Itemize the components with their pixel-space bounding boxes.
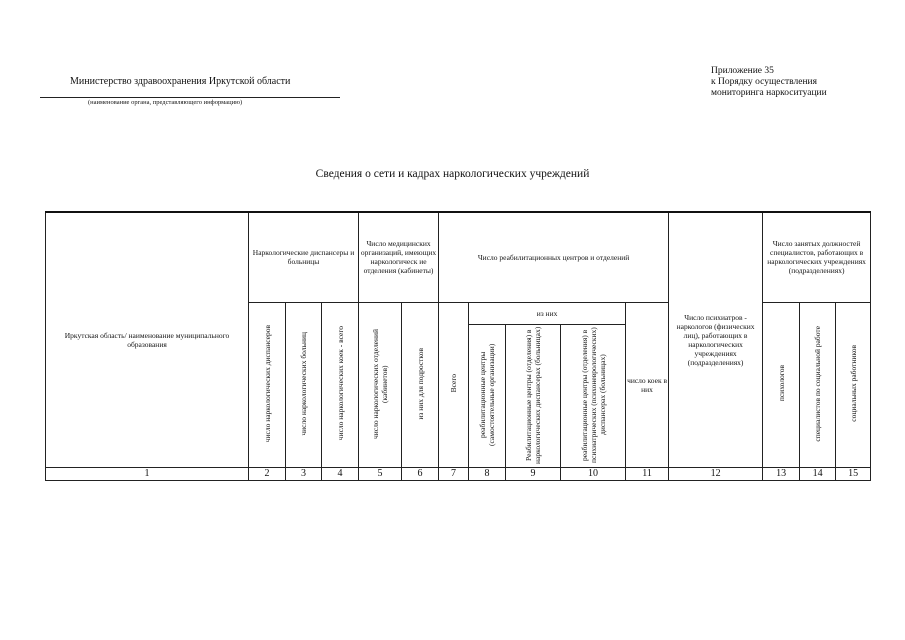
header-social-specialists: специалистов по социальной работе — [813, 325, 823, 442]
group-staff: Число занятых должностей специалистов, работающих в наркологических учреждениях (подразделениях) — [763, 212, 871, 302]
header-beds-in-them: число коек в них — [626, 302, 669, 467]
column-number: 5 — [359, 467, 402, 480]
header-rehab-narco: Реабилитационные центры (отделения) в наркологических диспансерах (больницах) — [524, 325, 543, 464]
appendix-line: Приложение 35 — [711, 66, 774, 76]
header-rehab-independent: реабилитационные центры (самостоятельные организации) — [478, 343, 497, 446]
header-of-them: из них — [469, 302, 626, 324]
appendix-line: к Порядку осуществления — [711, 77, 817, 87]
header-dispensary-count: число наркологических диспансеров — [262, 324, 272, 443]
group-dispensaries: Наркологические диспансеры и больницы — [249, 212, 359, 302]
column-number: 14 — [800, 467, 836, 480]
header-hospital-count: число наркологических больниц — [299, 331, 308, 436]
column-number: 12 — [669, 467, 763, 480]
column-number: 1 — [46, 467, 249, 480]
document-title: Сведения о сети и кадрах наркологических учреждений — [315, 168, 590, 180]
header-beds-total: число наркологических коек - всего — [335, 326, 345, 441]
column-number: 13 — [763, 467, 800, 480]
group-rehab: Число реабилитационных центров и отделений — [439, 212, 669, 302]
column-number: 9 — [506, 467, 561, 480]
column-number: 11 — [626, 467, 669, 480]
appendix-note — [711, 66, 827, 99]
header-rehab-total: Всего — [449, 374, 459, 393]
column-number: 10 — [561, 467, 626, 480]
ministry-name: Министерство здравоохранения Иркутской области — [70, 76, 291, 87]
column-number: 7 — [439, 467, 469, 480]
appendix-line: мониторинга наркоситуации — [711, 88, 827, 98]
column-number: 15 — [836, 467, 871, 480]
column-number: 4 — [322, 467, 359, 480]
column-number: 2 — [249, 467, 286, 480]
header-psychiatrists: Число психиатров - наркологов (физических лиц), работающих в наркологических учреждениях (подразделениях) — [669, 212, 763, 467]
header-psychologists: психологов — [776, 365, 786, 402]
header-social-workers: социальных работников — [848, 345, 858, 422]
header-rehab-psych: реабилитационные центры (отделения) в психиатрических (психоневрологических) диспансерах (больницах) — [579, 326, 607, 463]
header-departments: число наркологических отделений (кабинетов) — [371, 328, 390, 439]
group-med-orgs: Число медицинских организаций, имеющих наркологическ ие отделения (кабинеты) — [359, 212, 439, 302]
column-number: 8 — [469, 467, 506, 480]
header-region: Иркутская область/ наименование муниципального образования — [46, 212, 249, 467]
signature-line — [40, 97, 340, 98]
ministry-caption: (наименование органа, представляющего информацию) — [88, 99, 243, 106]
header-for-teens: из них для подростков — [415, 347, 425, 420]
data-table — [45, 211, 871, 481]
column-number: 6 — [402, 467, 439, 480]
column-number: 3 — [286, 467, 322, 480]
